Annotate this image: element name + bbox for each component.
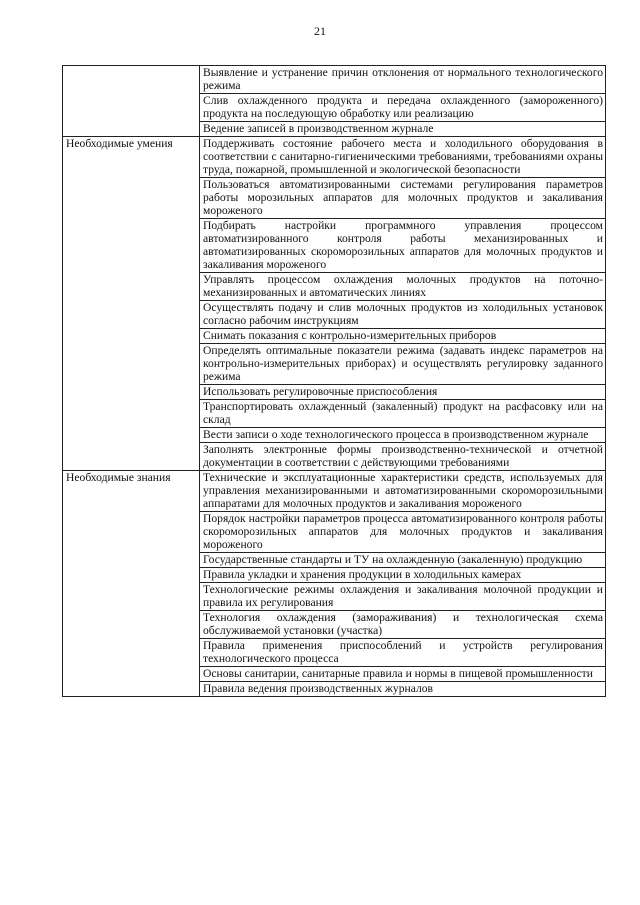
requirement-item: Основы санитарии, санитарные правила и нормы в пищевой промышленности [200, 667, 606, 682]
section-label [63, 66, 200, 137]
section-label: Необходимые знания [63, 471, 200, 697]
requirement-item: Слив охлажденного продукта и передача охлажденного (замороженного) продукта на последующую обработку или реализацию [200, 94, 606, 122]
requirement-item: Технологические режимы охлаждения и закаливания молочной продукции и правила их регулирования [200, 583, 606, 611]
competency-table [62, 65, 606, 697]
requirement-item: Использовать регулировочные приспособления [200, 385, 606, 400]
requirement-item: Правила ведения производственных журналов [200, 682, 606, 697]
requirement-item: Определять оптимальные показатели режима (задавать индекс параметров на контрольно-измерительных приборах) и осуществлять регулировку заданного режима [200, 344, 606, 385]
requirement-item: Технология охлаждения (замораживания) и технологическая схема обслуживаемой установки (участка) [200, 611, 606, 639]
requirement-item: Заполнять электронные формы производственно-технической и отчетной документации в соответствии с действующими требованиями [200, 443, 606, 471]
requirement-item: Порядок настройки параметров процесса автоматизированного контроля работы скороморозильных аппаратов для молочных продуктов и закаливания мороженого [200, 512, 606, 553]
requirement-item: Ведение записей в производственном журнале [200, 122, 606, 137]
requirement-item: Осуществлять подачу и слив молочных продуктов из холодильных установок согласно рабочим инструкциям [200, 301, 606, 329]
requirement-item: Правила применения приспособлений и устройств регулирования технологического процесса [200, 639, 606, 667]
page-number: 21 [314, 24, 326, 38]
requirement-item: Поддерживать состояние рабочего места и холодильного оборудования в соответствии с санитарно-гигиеническими требованиями, требованиями охраны труда, пожарной, промышленной и экологической безопасности [200, 137, 606, 178]
requirement-item: Снимать показания с контрольно-измерительных приборов [200, 329, 606, 344]
requirement-item: Технические и эксплуатационные характеристики средств, используемых для управления механизированными и автоматизированными скороморозильными аппаратами для молочных продуктов и закаливания мороженого [200, 471, 606, 512]
requirement-item: Транспортировать охлажденный (закаленный) продукт на расфасовку или на склад [200, 400, 606, 428]
requirement-item: Выявление и устранение причин отклонения от нормального технологического режима [200, 66, 606, 94]
table-row [63, 66, 606, 94]
requirement-item: Подбирать настройки программного управления процессом автоматизированного контроля работы механизированных и автоматизированных скороморозильных аппаратов для молочных продуктов и закаливания мороженого [200, 219, 606, 273]
requirement-item: Государственные стандарты и ТУ на охлажденную (закаленную) продукцию [200, 553, 606, 568]
requirement-item: Вести записи о ходе технологического процесса в производственном журнале [200, 428, 606, 443]
section-label: Необходимые умения [63, 137, 200, 471]
requirement-item: Управлять процессом охлаждения молочных продуктов на поточно-механизированных и автоматических линиях [200, 273, 606, 301]
table-row [63, 471, 606, 512]
requirement-item: Правила укладки и хранения продукции в холодильных камерах [200, 568, 606, 583]
competency-table-body [63, 66, 606, 697]
table-row [63, 137, 606, 178]
requirement-item: Пользоваться автоматизированными системами регулирования параметров работы морозильных аппаратов для молочных продуктов и закаливания мороженого [200, 178, 606, 219]
